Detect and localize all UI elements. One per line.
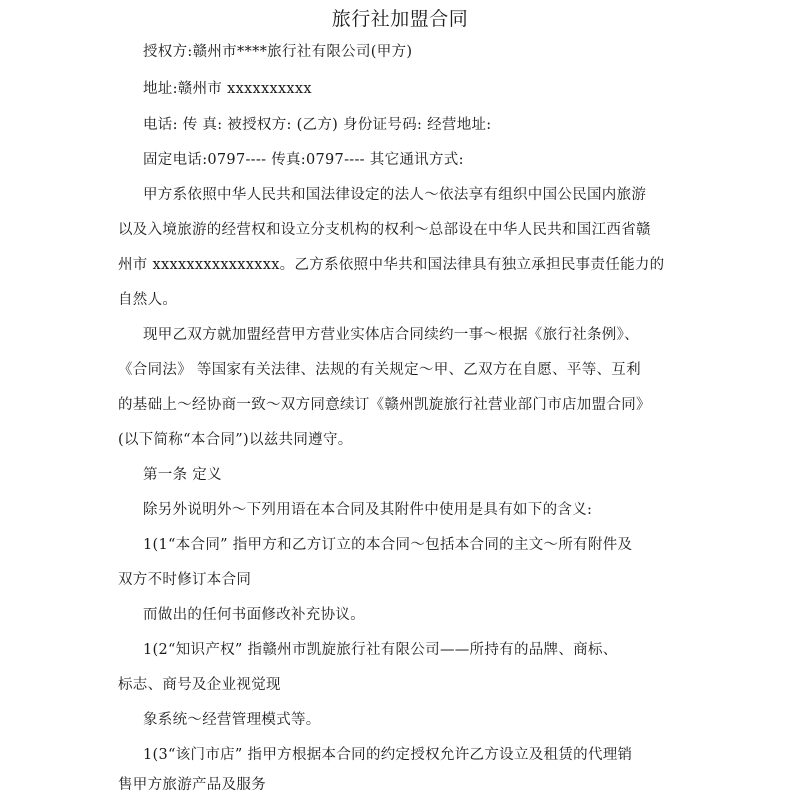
paragraph-line: (以下简称“本合同”)以兹共同遵守。 — [118, 432, 353, 448]
paragraph-line: 州市 xxxxxxxxxxxxxxx。乙方系依照中华共和国法律具有独立承担民事责任能力的 — [118, 257, 665, 273]
definition-item: 1(3“该门市店” 指甲方根据本合同的约定授权允许乙方设立及租赁的代理销 — [143, 747, 633, 763]
paragraph-line: 甲方系依照中华人民共和国法律设定的法人～依法享有组织中国公民国内旅游 — [143, 187, 647, 203]
paragraph-line: 的基础上～经协商一致～双方同意续订《赣州凯旋旅行社营业部门市店加盟合同》 — [118, 397, 651, 413]
paragraph-line: 双方不时修订本合同 — [118, 572, 252, 588]
paragraph-line: 而做出的任何书面修改补充协议。 — [143, 607, 365, 623]
section-heading: 第一条 定义 — [143, 467, 222, 483]
paragraph-line: 以及入境旅游的经营权和设立分支机构的权利～总部设在中华人民共和国江西省赣 — [118, 222, 651, 238]
paragraph-line: 现甲乙双方就加盟经营甲方营业实体店合同续约一事～根据《旅行社条例》、 — [143, 327, 639, 343]
paragraph-line: 《合同法》 等国家有关法律、法规的有关规定～甲、乙双方在自愿、平等、互利 — [118, 362, 641, 378]
contact-line: 电话: 传 真: 被授权方: (乙方) 身份证号码: 经营地址: — [143, 117, 492, 133]
definition-item: 1(1“本合同” 指甲方和乙方订立的本合同～包括本合同的主文～所有附件及 — [143, 537, 633, 553]
phone-line: 固定电话:0797---- 传真:0797---- 其它通讯方式: — [143, 152, 464, 168]
paragraph-line: 自然人。 — [118, 292, 178, 308]
paragraph-line: 标志、商号及企业视觉现 — [118, 677, 281, 693]
definition-item: 1(2“知识产权” 指赣州市凯旋旅行社有限公司——所持有的品牌、商标、 — [143, 642, 618, 658]
paragraph-line: 象系统～经营管理模式等。 — [143, 712, 321, 728]
address-line: 地址:赣州市 xxxxxxxxxx — [143, 81, 312, 97]
paragraph-line: 除另外说明外～下列用语在本合同及其附件中使用是具有如下的含义: — [143, 502, 593, 518]
document-title: 旅行社加盟合同 — [331, 8, 469, 30]
authorizer-line: 授权方:赣州市****旅行社有限公司(甲方) — [143, 44, 413, 60]
paragraph-line: 售甲方旅游产品及服务 — [118, 777, 266, 793]
